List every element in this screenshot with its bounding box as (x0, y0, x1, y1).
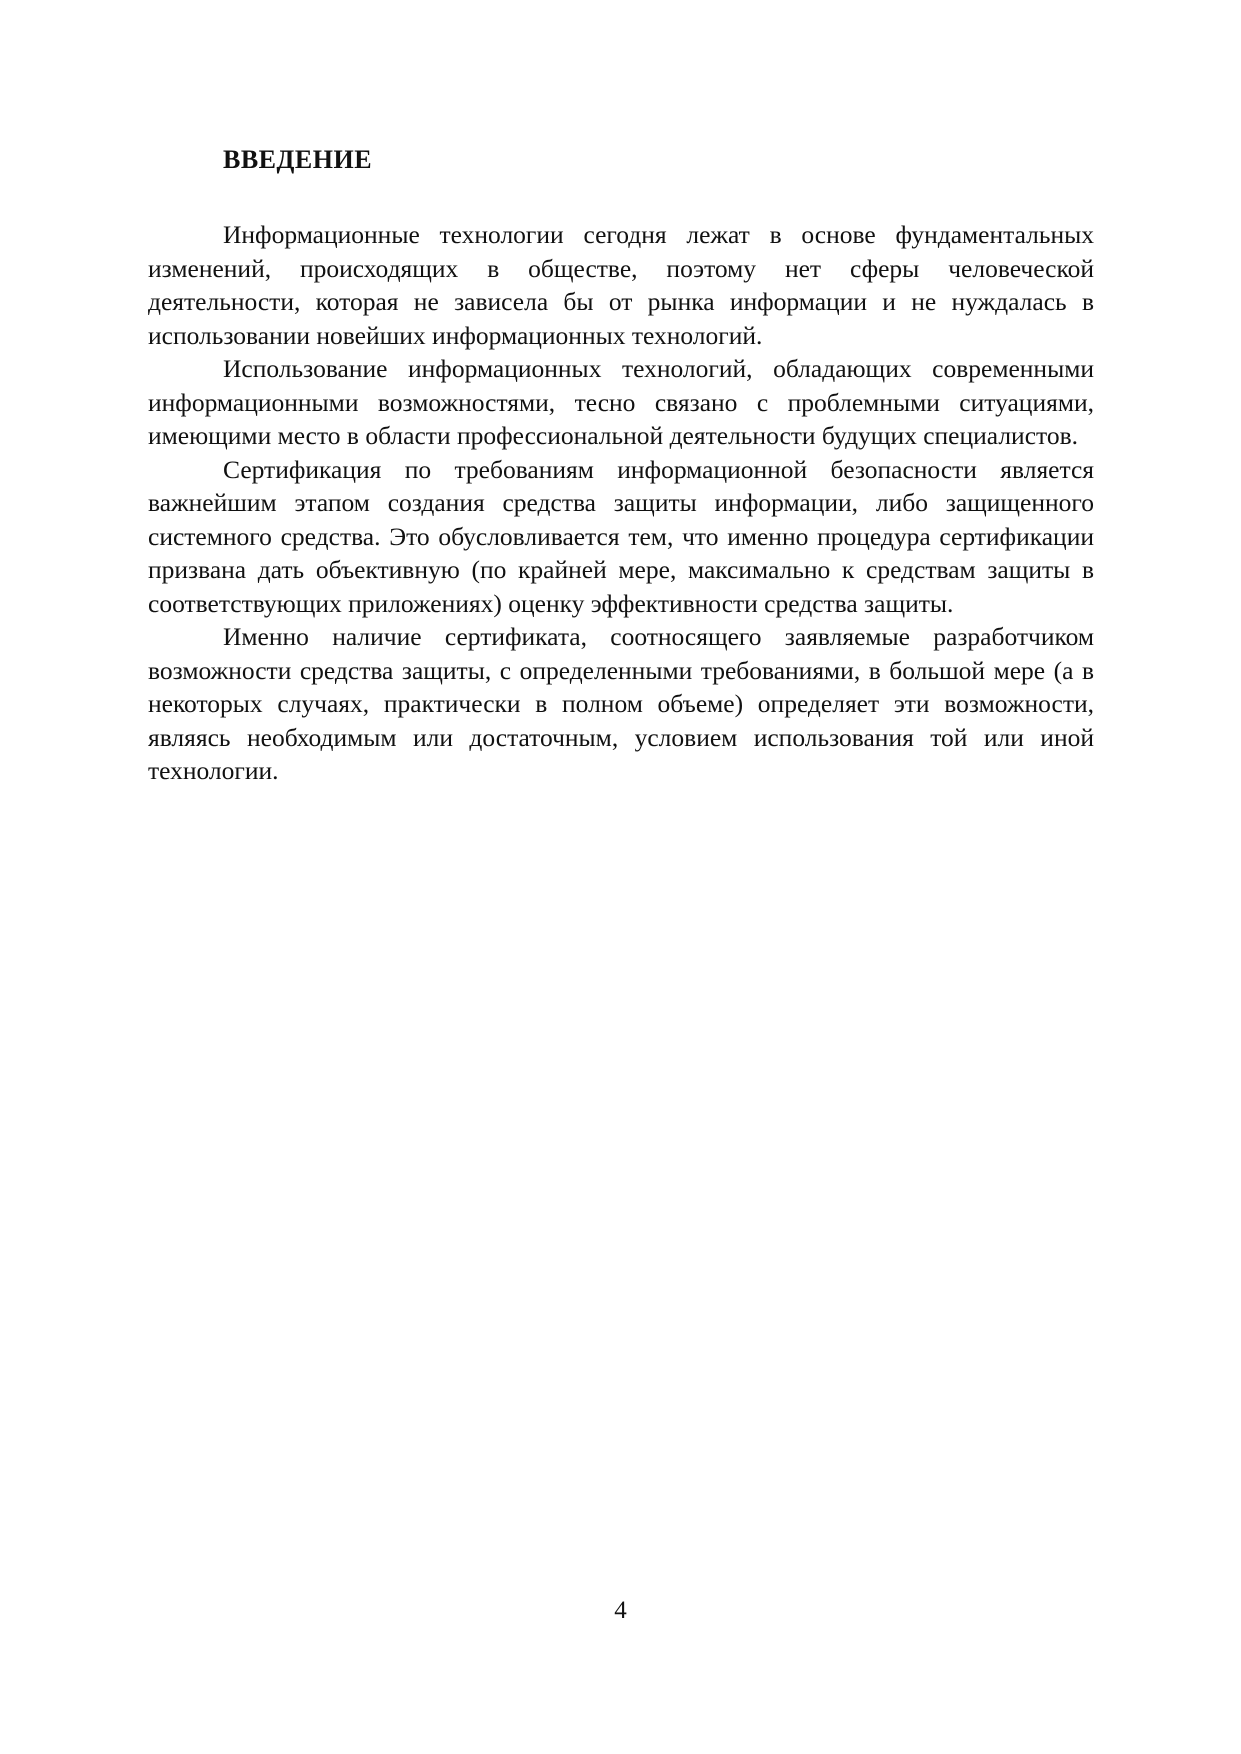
section-heading: ВВЕДЕНИЕ (223, 145, 373, 174)
paragraph: Использование информационных технологий, обладающих современными информационными возможностями, тесно связано с проблемными ситуациями, имеющими место в области профессиональной деятельности будущих специалистов. (148, 354, 1094, 450)
paragraph: Сертификация по требованиям информационной безопасности является важнейшим этапом создания средства защиты информации, либо защищенного системного средства. Это обусловливается тем, что именно процедура сертификации призвана дать объективную (по крайней мере, максимально к средствам защиты в соответствующих приложениях) оценку эффективности средства защиты. (148, 454, 1094, 618)
page-number: 4 (614, 1597, 627, 1624)
paragraph: Именно наличие сертификата, соотносящего заявляемые разработчиком возможности средства защиты, с определенными требованиями, в большой мере (а в некоторых случаях, практически в полном объеме) определяет эти возможности, являясь необходимым или достаточным, условием использования той или иной технологии. (148, 622, 1094, 785)
paragraph: Информационные технологии сегодня лежат в основе фундаментальных изменений, происходящих в обществе, поэтому нет сферы человеческой деятельности, которая не зависела бы от рынка информации и не нуждалась в использовании новейших информационных технологий. (148, 220, 1094, 350)
body-text (148, 218, 1094, 788)
